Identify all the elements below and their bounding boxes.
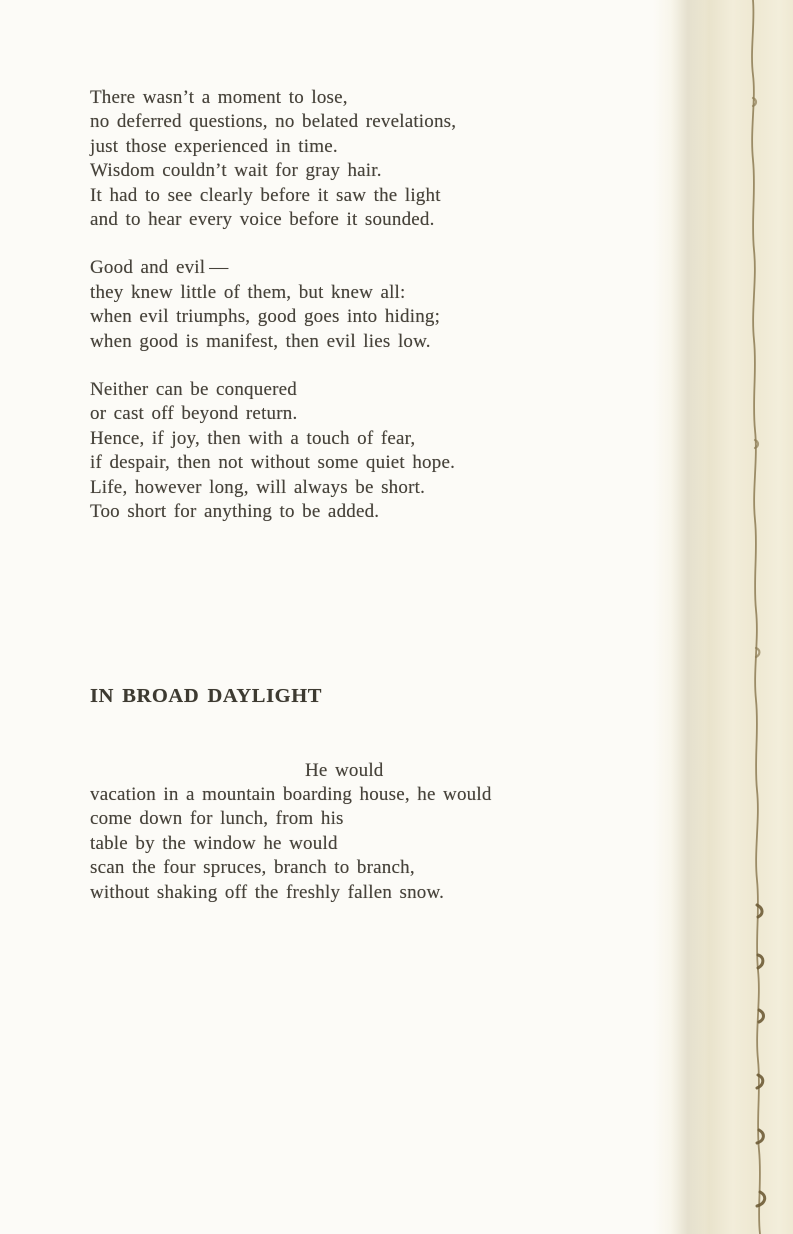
poem-line: without shaking off the freshly fallen snow. bbox=[90, 881, 445, 903]
poem-line: Wisdom couldn’t wait for gray hair. bbox=[90, 160, 382, 182]
poem-line: when good is manifest, then evil lies low. bbox=[90, 330, 431, 352]
poem-line: scan the four spruces, branch to branch, bbox=[90, 857, 415, 879]
poem-line: they knew little of them, but knew all: bbox=[90, 281, 406, 303]
poem-line-indented: He would bbox=[305, 759, 384, 781]
poem-line: Neither can be conquered bbox=[90, 379, 297, 401]
page-curl-shadow bbox=[671, 0, 705, 1234]
poem-line: Good and evil — bbox=[90, 257, 229, 279]
poem-line: table by the window he would bbox=[90, 832, 338, 854]
poem-line: if despair, then not without some quiet hope. bbox=[90, 452, 456, 474]
poem-line: There wasn’t a moment to lose, bbox=[90, 87, 348, 108]
poem-stanza bbox=[90, 256, 650, 354]
poem-line: Hence, if joy, then with a touch of fear, bbox=[90, 427, 416, 449]
poem-line: and to hear every voice before it sounded. bbox=[90, 209, 435, 231]
poem-line: Too short for anything to be added. bbox=[90, 501, 380, 523]
page-content bbox=[90, 86, 650, 905]
page-crease-line bbox=[733, 0, 793, 1234]
poem-line: It had to see clearly before it saw the light bbox=[90, 184, 441, 206]
poem-line: vacation in a mountain boarding house, he would bbox=[90, 783, 492, 805]
poem-stanza bbox=[90, 86, 650, 232]
poem-stanza bbox=[90, 759, 650, 905]
poem-stanza bbox=[90, 378, 650, 524]
poem-line: Life, however long, will always be short. bbox=[90, 476, 426, 498]
poem-title: IN BROAD DAYLIGHT bbox=[90, 684, 323, 707]
poem-line: just those experienced in time. bbox=[90, 135, 338, 157]
poem-line: or cast off beyond return. bbox=[90, 403, 298, 425]
poem-line: no deferred questions, no belated revelations, bbox=[90, 111, 457, 133]
poem-line: come down for lunch, from his bbox=[90, 808, 344, 830]
page-edge-shading bbox=[653, 0, 793, 1234]
poem-line: when evil triumphs, good goes into hiding; bbox=[90, 306, 441, 328]
